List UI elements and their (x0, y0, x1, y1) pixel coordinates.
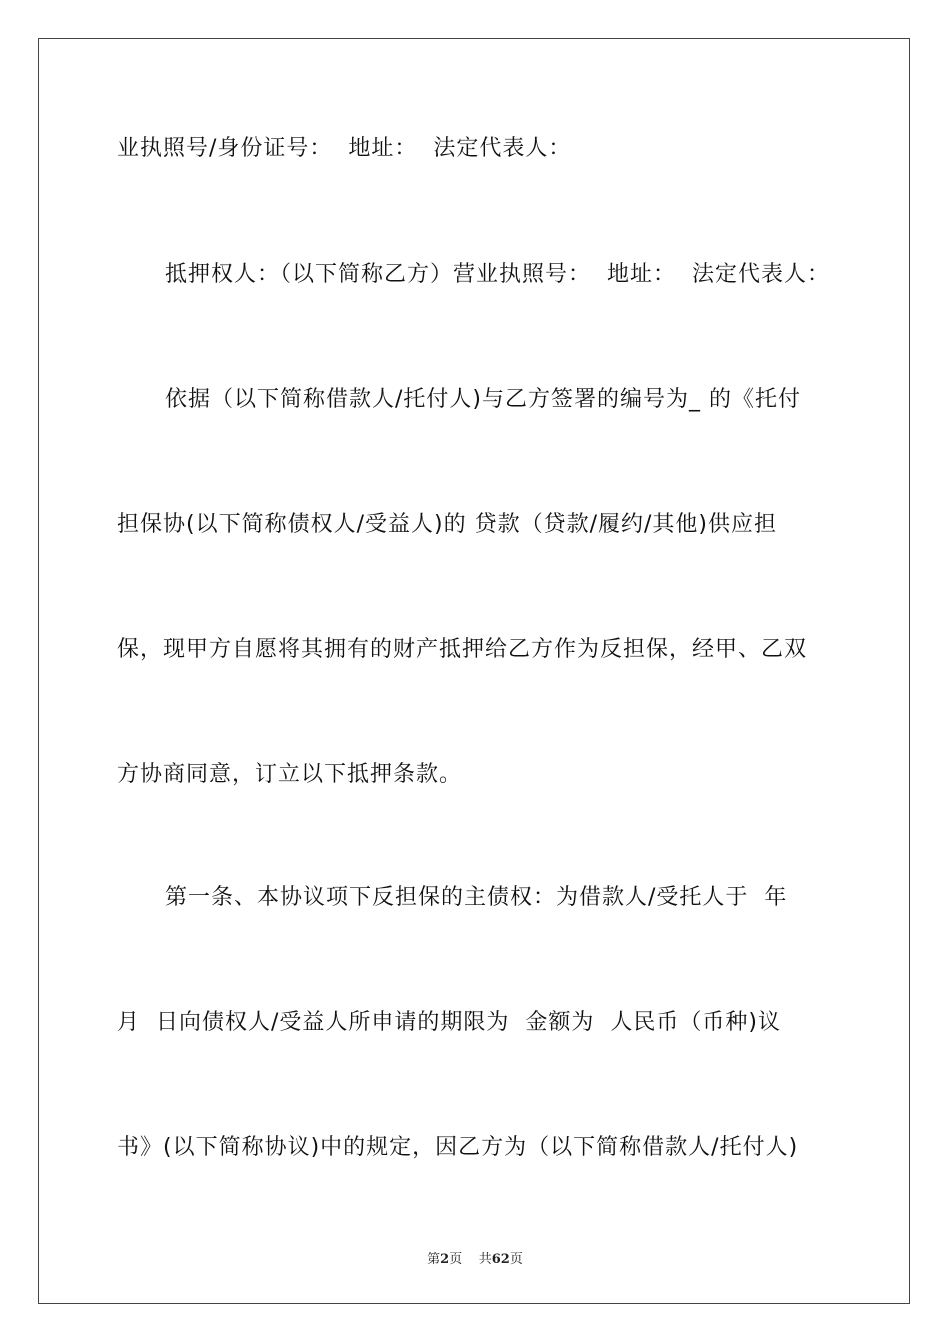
text-line: 方协商同意，订立以下抵押条款。 (117, 762, 463, 787)
text-line: 第一条、本协议项下反担保的主债权：为借款人/受托人于 年 (165, 885, 788, 910)
text-line: 月 日向债权人/受益人所申请的期限为 金额为 人民币（币种)议 (117, 1010, 781, 1035)
text-line: 依据（以下简称借款人/托付人)与乙方签署的编号为_ 的《托付 (165, 387, 801, 412)
total-pages-number: 62 (491, 1252, 510, 1267)
footer-suffix: 页 (509, 1252, 523, 1267)
page-border (38, 38, 910, 1304)
text-line: 抵押权人：（以下简称乙方）营业执照号： 地址： 法定代表人： (165, 262, 830, 287)
page-footer (0, 1248, 950, 1267)
text-line: 书》(以下简称协议)中的规定，因乙方为（以下简称借款人/托付人) (117, 1135, 799, 1160)
footer-prefix: 第 (427, 1252, 441, 1267)
current-page-number: 2 (440, 1252, 450, 1267)
text-line: 保，现甲方自愿将其拥有的财产抵押给乙方作为反担保，经甲、乙双 (117, 637, 808, 662)
footer-mid: 页 共 (449, 1252, 492, 1267)
text-line: 担保协(以下简称债权人/受益人)的 贷款（贷款/履约/其他)供应担 (117, 512, 777, 537)
text-line: 业执照号/身份证号： 地址： 法定代表人： (117, 136, 572, 161)
